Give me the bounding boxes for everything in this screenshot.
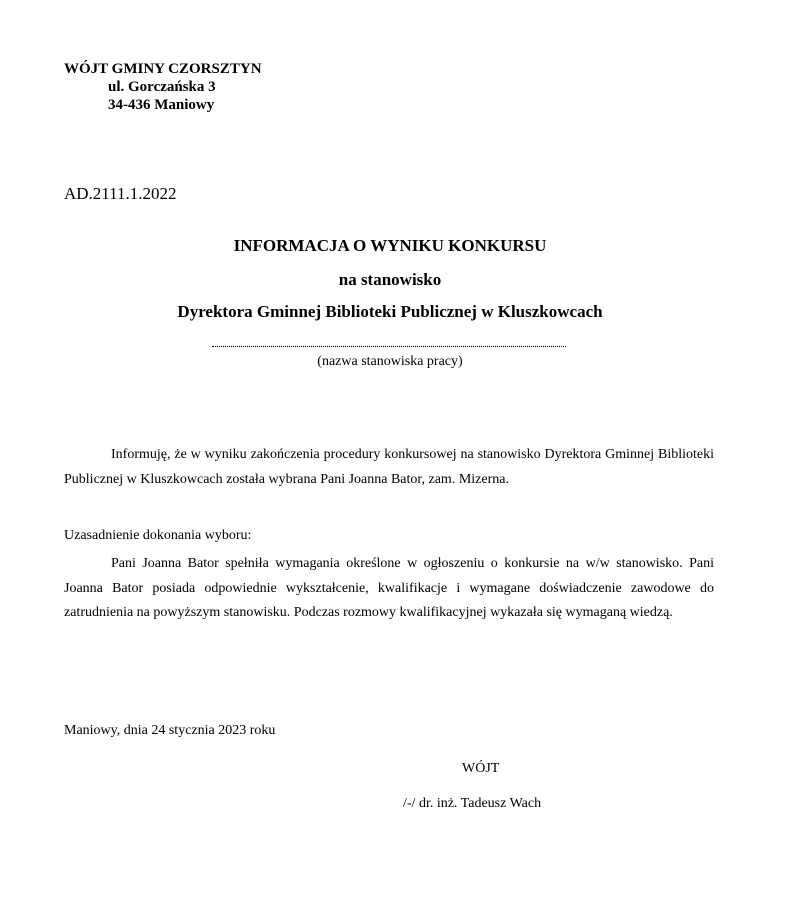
document-subtitle: na stanowisko (338, 270, 442, 289)
position-name: Dyrektora Gminnej Biblioteki Publicznej w Kluszkowcach (177, 302, 603, 321)
justification-paragraph: Pani Joanna Bator spełniła wymagania określone w ogłoszeniu o konkursie na w/w stanowisko. Pani Joanna Bator posiada odpowiednie wykształcenie, kwalifikacje i wymagane doświadczenie zawodowe do zatrudnienia na powyższym stanowisku. Podczas rozmowy kwalifikacyjnej wykazała się wymaganą wiedzą. (64, 556, 714, 620)
sender-city: 34-436 Maniowy (108, 97, 215, 113)
signatory-office: WÓJT (462, 761, 500, 776)
position-caption: (nazwa stanowiska pracy) (317, 354, 463, 369)
reference-number: AD.2111.1.2022 (64, 184, 177, 203)
result-paragraph: Informuję, że w wyniku zakończenia procedury konkursowej na stanowisko Dyrektora Gminnej Biblioteki Publicznej w Kluszkowcach została wybrana Pani Joanna Bator, zam. Mizerna. (64, 447, 714, 487)
sender-address (64, 60, 262, 114)
sender-street: ul. Gorczańska 3 (108, 79, 216, 95)
dotted-underline (212, 346, 566, 347)
document-title: INFORMACJA O WYNIKU KONKURSU (233, 236, 547, 255)
place-date: Maniowy, dnia 24 stycznia 2023 roku (64, 723, 276, 738)
justification-heading: Uzasadnienie dokonania wyboru: (64, 528, 252, 543)
sender-name: WÓJT GMINY CZORSZTYN (64, 61, 262, 77)
signatory-name: /-/ dr. inż. Tadeusz Wach (403, 796, 542, 811)
